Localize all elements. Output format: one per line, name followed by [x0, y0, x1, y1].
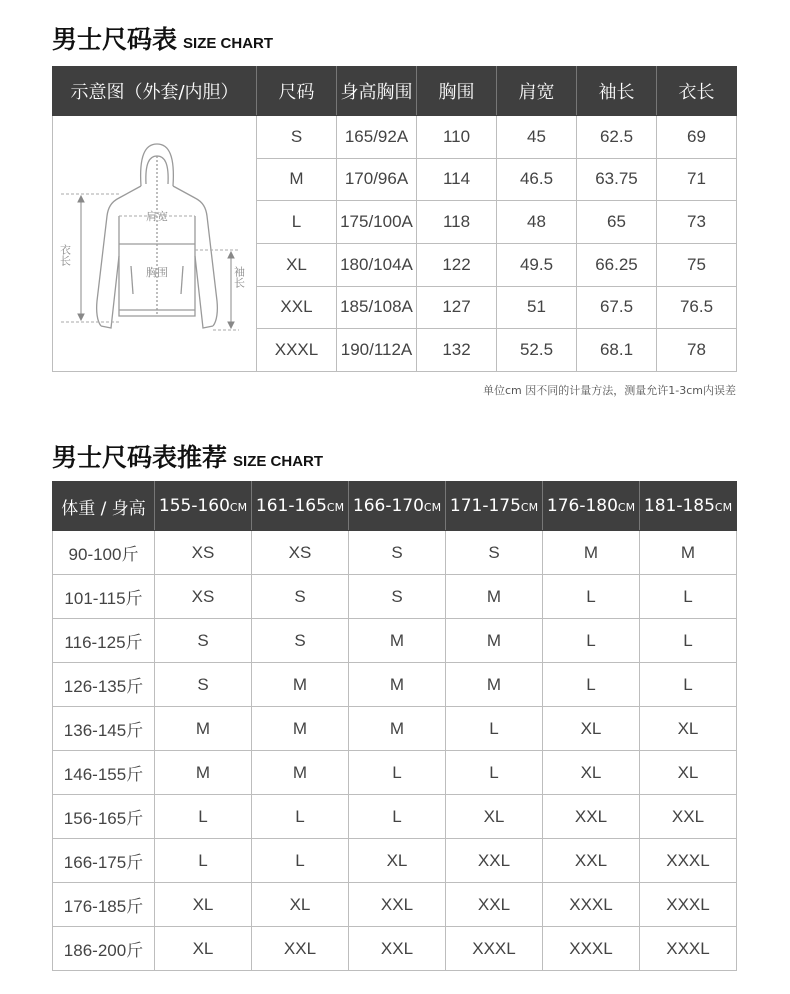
jacket-diagram — [53, 116, 256, 366]
recommended-size-cell: S — [349, 531, 446, 575]
header-chest: 胸围 — [417, 67, 497, 116]
height-unit: CM — [617, 501, 636, 514]
recommended-size-cell: XXL — [349, 883, 446, 927]
recommend-chart-title-cn: 男士尺码表推荐 — [52, 443, 228, 472]
cell-sleeve: 66.25 — [577, 243, 657, 286]
header-weight-height: 体重 / 身高 — [53, 482, 155, 531]
header-height-range — [349, 482, 446, 531]
recommended-size-cell: L — [446, 707, 543, 751]
height-range: 171-175 — [449, 496, 521, 516]
weight-range-cell: 166-175斤 — [53, 839, 155, 883]
header-height-range — [543, 482, 640, 531]
cell-sleeve: 68.1 — [577, 329, 657, 372]
cell-sleeve: 67.5 — [577, 286, 657, 329]
recommended-size-cell: L — [640, 575, 737, 619]
recommended-size-cell: XL — [349, 839, 446, 883]
recommended-size-cell: M — [349, 663, 446, 707]
header-height-range — [252, 482, 349, 531]
cell-shoulder: 51 — [497, 286, 577, 329]
recommended-size-cell: XXL — [640, 795, 737, 839]
recommended-size-cell: M — [349, 619, 446, 663]
header-size: 尺码 — [257, 67, 337, 116]
size-chart-title — [52, 20, 273, 56]
cell-shoulder: 48 — [497, 201, 577, 244]
weight-range-cell: 186-200斤 — [53, 927, 155, 971]
recommend-size-table — [52, 481, 737, 971]
recommended-size-cell: M — [155, 707, 252, 751]
size-chart-table — [52, 66, 737, 372]
weight-range-cell: 116-125斤 — [53, 619, 155, 663]
recommended-size-cell: L — [543, 663, 640, 707]
recommended-size-cell: M — [446, 619, 543, 663]
cell-height-chest: 185/108A — [337, 286, 417, 329]
recommended-size-cell: L — [155, 839, 252, 883]
table-row — [53, 663, 737, 707]
recommend-header-row — [53, 482, 737, 531]
recommended-size-cell: L — [543, 575, 640, 619]
cell-height-chest: 165/92A — [337, 116, 417, 159]
recommended-size-cell: L — [155, 795, 252, 839]
measurement-note: 单位cm 因不同的计量方法，测量允许1-3cm内误差 — [483, 384, 736, 397]
cell-height-chest: 190/112A — [337, 329, 417, 372]
cell-height-chest: 175/100A — [337, 201, 417, 244]
header-diagram: 示意图（外套/内胆） — [53, 67, 257, 116]
jacket-diagram-cell — [53, 116, 257, 372]
cell-chest: 127 — [417, 286, 497, 329]
recommended-size-cell: S — [446, 531, 543, 575]
weight-range-cell: 90-100斤 — [53, 531, 155, 575]
cell-chest: 114 — [417, 158, 497, 201]
recommended-size-cell: XL — [640, 707, 737, 751]
cell-size: S — [257, 116, 337, 159]
cell-length: 71 — [657, 158, 737, 201]
recommended-size-cell: S — [252, 619, 349, 663]
recommended-size-cell: XL — [543, 707, 640, 751]
recommended-size-cell: L — [252, 839, 349, 883]
recommend-chart-title-en: SIZE CHART — [233, 453, 324, 470]
recommended-size-cell: XXL — [349, 927, 446, 971]
recommended-size-cell: XXXL — [446, 927, 543, 971]
recommended-size-cell: S — [155, 663, 252, 707]
cell-length: 73 — [657, 201, 737, 244]
recommended-size-cell: XXXL — [640, 883, 737, 927]
recommended-size-cell: XXXL — [543, 883, 640, 927]
cell-length: 69 — [657, 116, 737, 159]
weight-range-cell: 156-165斤 — [53, 795, 155, 839]
cell-shoulder: 45 — [497, 116, 577, 159]
recommended-size-cell: M — [446, 575, 543, 619]
recommended-size-cell: XL — [155, 927, 252, 971]
height-unit: CM — [520, 501, 539, 514]
recommended-size-cell: M — [446, 663, 543, 707]
header-height-range — [155, 482, 252, 531]
cell-height-chest: 180/104A — [337, 243, 417, 286]
recommended-size-cell: XS — [155, 531, 252, 575]
cell-chest: 132 — [417, 329, 497, 372]
recommended-size-cell: M — [252, 663, 349, 707]
recommended-size-cell: L — [349, 751, 446, 795]
cell-length: 78 — [657, 329, 737, 372]
table-row — [53, 751, 737, 795]
cell-chest: 118 — [417, 201, 497, 244]
cell-size: XXXL — [257, 329, 337, 372]
header-height-chest: 身高胸围 — [337, 67, 417, 116]
table-row — [53, 795, 737, 839]
cell-sleeve: 65 — [577, 201, 657, 244]
cell-length: 75 — [657, 243, 737, 286]
cell-size: M — [257, 158, 337, 201]
cell-shoulder: 52.5 — [497, 329, 577, 372]
recommended-size-cell: XS — [155, 575, 252, 619]
recommended-size-cell: XXL — [543, 795, 640, 839]
recommended-size-cell: L — [640, 619, 737, 663]
height-unit: CM — [714, 501, 733, 514]
cell-sleeve: 63.75 — [577, 158, 657, 201]
recommended-size-cell: L — [349, 795, 446, 839]
height-unit: CM — [326, 501, 345, 514]
cell-chest: 110 — [417, 116, 497, 159]
table-row — [53, 619, 737, 663]
header-height-range — [640, 482, 737, 531]
cell-shoulder: 49.5 — [497, 243, 577, 286]
recommended-size-cell: XXXL — [543, 927, 640, 971]
recommended-size-cell: XXXL — [640, 839, 737, 883]
recommended-size-cell: M — [349, 707, 446, 751]
weight-range-cell: 136-145斤 — [53, 707, 155, 751]
cell-shoulder: 46.5 — [497, 158, 577, 201]
table-row — [53, 707, 737, 751]
recommended-size-cell: XS — [252, 531, 349, 575]
cell-size: XL — [257, 243, 337, 286]
recommend-chart-title — [52, 438, 323, 474]
table-row — [53, 839, 737, 883]
diagram-label-shoulder: 肩宽 — [146, 210, 168, 223]
cell-sleeve: 62.5 — [577, 116, 657, 159]
recommended-size-cell: XXL — [446, 839, 543, 883]
recommended-size-cell: S — [252, 575, 349, 619]
weight-range-cell: 126-135斤 — [53, 663, 155, 707]
recommended-size-cell: XL — [252, 883, 349, 927]
weight-range-cell: 101-115斤 — [53, 575, 155, 619]
table-row — [53, 927, 737, 971]
height-range: 176-180 — [546, 496, 618, 516]
recommended-size-cell: XL — [640, 751, 737, 795]
height-range: 181-185 — [643, 496, 715, 516]
height-unit: CM — [229, 501, 248, 514]
size-chart-title-cn: 男士尺码表 — [52, 25, 178, 54]
height-range: 155-160 — [158, 496, 230, 516]
recommended-size-cell: M — [640, 531, 737, 575]
recommended-size-cell: XXXL — [640, 927, 737, 971]
cell-size: L — [257, 201, 337, 244]
height-unit: CM — [423, 501, 442, 514]
height-range: 166-170 — [352, 496, 424, 516]
recommended-size-cell: L — [446, 751, 543, 795]
table-row — [53, 575, 737, 619]
recommended-size-cell: XXL — [543, 839, 640, 883]
recommended-size-cell: XL — [446, 795, 543, 839]
cell-size: XXL — [257, 286, 337, 329]
recommended-size-cell: XXL — [446, 883, 543, 927]
header-length: 衣长 — [657, 67, 737, 116]
diagram-label-sleeve: 袖长 — [232, 266, 246, 288]
size-chart-header-row — [53, 67, 737, 116]
recommended-size-cell: XL — [543, 751, 640, 795]
recommended-size-cell: XL — [155, 883, 252, 927]
recommended-size-cell: XXL — [252, 927, 349, 971]
header-height-range — [446, 482, 543, 531]
recommended-size-cell: L — [640, 663, 737, 707]
recommended-size-cell: M — [155, 751, 252, 795]
recommended-size-cell: M — [543, 531, 640, 575]
height-range: 161-165 — [255, 496, 327, 516]
recommended-size-cell: L — [543, 619, 640, 663]
diagram-label-length: 衣长 — [58, 244, 72, 266]
cell-chest: 122 — [417, 243, 497, 286]
size-chart-title-en: SIZE CHART — [183, 35, 274, 52]
recommended-size-cell: S — [349, 575, 446, 619]
table-row — [53, 883, 737, 927]
cell-height-chest: 170/96A — [337, 158, 417, 201]
recommended-size-cell: L — [252, 795, 349, 839]
header-shoulder: 肩宽 — [497, 67, 577, 116]
weight-range-cell: 146-155斤 — [53, 751, 155, 795]
header-sleeve: 袖长 — [577, 67, 657, 116]
recommended-size-cell: M — [252, 707, 349, 751]
recommended-size-cell: S — [155, 619, 252, 663]
cell-length: 76.5 — [657, 286, 737, 329]
recommended-size-cell: M — [252, 751, 349, 795]
table-row — [53, 531, 737, 575]
table-row — [53, 116, 737, 159]
weight-range-cell: 176-185斤 — [53, 883, 155, 927]
diagram-label-chest: 胸围 — [146, 266, 168, 279]
